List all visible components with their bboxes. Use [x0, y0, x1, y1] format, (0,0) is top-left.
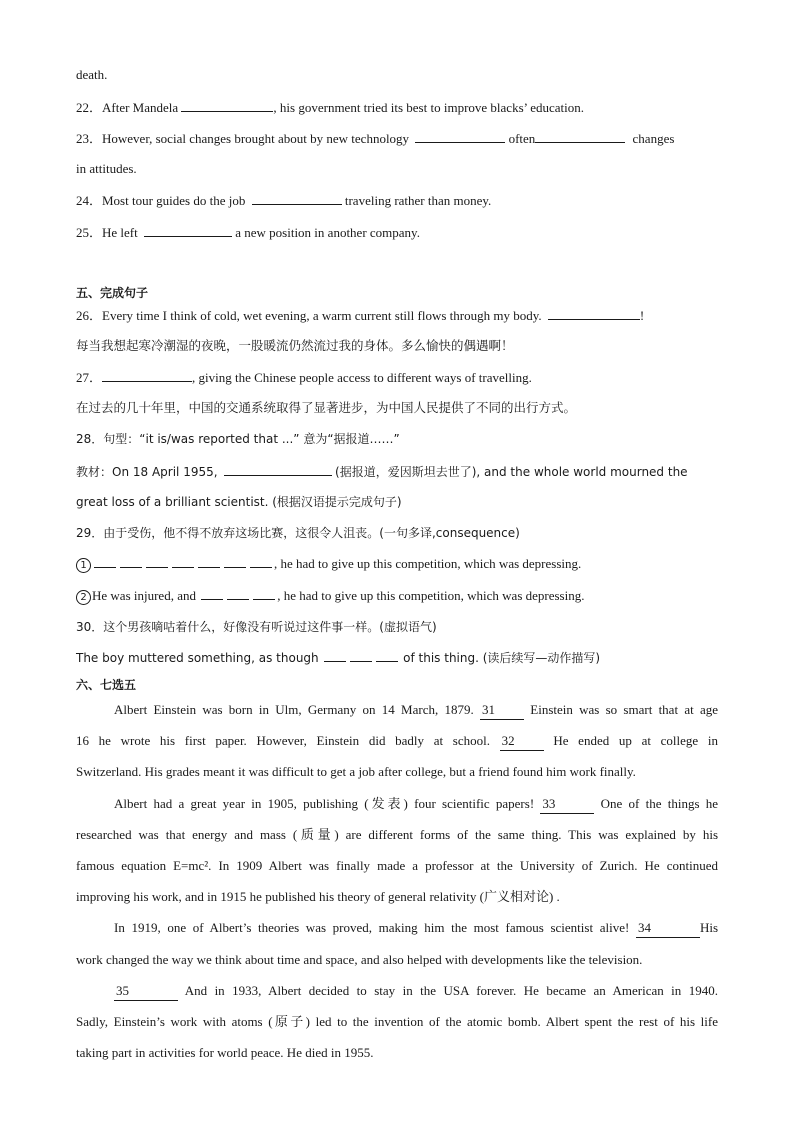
p2-text-5: improving his work, and in 1915 he published his theory of general relativity (广义相对论) .: [76, 889, 560, 904]
blank-34[interactable]: 34: [636, 919, 700, 938]
q23-answer-blank-2[interactable]: [535, 129, 625, 143]
q22-text-start: 22．After Mandela: [76, 100, 179, 115]
passage-p3-line-1: [76, 919, 718, 938]
q29-blank-4[interactable]: [172, 555, 194, 568]
question-27-chinese: [76, 399, 718, 417]
q27-chinese-text: 在过去的几十年里，中国的交通系统取得了显著进步，为中国人民提供了不同的出行方式。: [76, 400, 577, 415]
q30-prompt: 30．这个男孩嘀咕着什么，好像没有听说过这件事一样。(虚拟语气): [76, 620, 437, 634]
p2-text-2: One of the things he: [600, 796, 719, 811]
section-6-heading: [76, 676, 718, 694]
line-death: [76, 66, 718, 84]
question-24: [76, 191, 718, 210]
q29-prompt: 29．由于受伤，他不得不放弃这场比赛，这很令人沮丧。(一句多译,consequence): [76, 526, 520, 540]
q27-text: , giving the Chinese people access to different ways of travelling.: [192, 370, 532, 385]
p1-text-3: 16 he wrote his first paper. However, Einstein did badly at school.: [76, 733, 490, 748]
q25-text-start: 25．He left: [76, 225, 138, 240]
q28-text-cont: great loss of a brilliant scientist. (根据汉语提示完成句子): [76, 495, 402, 509]
p4-indent: [76, 983, 114, 998]
q22-text-end: , his government tried its best to improve blacks’ education.: [273, 100, 585, 115]
question-25: [76, 223, 718, 242]
p1-text-4: He ended up at college in: [553, 733, 718, 748]
question-30: [76, 618, 718, 636]
passage-p2-line-4: [76, 888, 718, 906]
blank-35[interactable]: 35: [114, 982, 178, 1001]
q27-answer-blank[interactable]: [102, 368, 192, 382]
blank-31[interactable]: 31: [480, 701, 524, 720]
p2-text-3: researched was that energy and mass (质量) are different forms of the same thing. This was explained by his: [76, 827, 718, 842]
q26-chinese-text: 每当我想起寒冷潮湿的夜晚，一股暖流仍然流过我的身体。多么愉快的偶遇啊！: [76, 338, 514, 353]
passage-p2-line-1: [76, 795, 718, 814]
q26-answer-blank[interactable]: [548, 306, 640, 320]
q23-text-mid: often: [508, 131, 536, 146]
question-29: [76, 524, 718, 542]
q23-answer-blank-1[interactable]: [415, 129, 505, 143]
option-marker-2: 2: [76, 590, 91, 605]
q30-text-end: of this thing. (读后续写—动作描写): [403, 651, 601, 665]
passage-p4-line-2: [76, 1013, 718, 1031]
passage-p2-line-2: [76, 826, 718, 844]
q28-answer-blank[interactable]: [224, 462, 332, 476]
q28-prompt: 28．句型：“it is/was reported that ...” 意为“据报道……”: [76, 432, 400, 446]
section-6-title: 六、七选五: [76, 678, 137, 692]
q29-option-2-end: , he had to give up this competition, which was depressing.: [277, 588, 585, 603]
passage-p1-line-3: [76, 763, 718, 781]
p3-text-3: work changed the way we think about time and space, and also helped with developments like the television.: [76, 952, 643, 967]
passage-p4-line-3: [76, 1044, 718, 1062]
q29-blank-7[interactable]: [250, 555, 272, 568]
q29-blank-5[interactable]: [198, 555, 220, 568]
q29-blank-1[interactable]: [94, 555, 116, 568]
q30-blank-1[interactable]: [324, 649, 346, 662]
question-29-option-1: [76, 555, 718, 573]
q24-text-end: traveling rather than money.: [344, 193, 492, 208]
p4-text-2: Sadly, Einstein’s work with atoms (原子) led to the invention of the atomic bomb. Albert spent the rest of his life: [76, 1014, 718, 1029]
passage-p4-line-1: [76, 982, 718, 1001]
q28-text-end: (据报道，爱因斯坦去世了), and the whole world mourned the: [335, 465, 688, 479]
q26-text: 26．Every time I think of cold, wet evening, a warm current still flows through my body.: [76, 308, 542, 323]
question-30-sentence: [76, 649, 718, 667]
question-28-sentence: [76, 462, 718, 481]
q28-text-start: 教材：On 18 April 1955,: [76, 465, 218, 479]
q23-text-cont: in attitudes.: [76, 161, 137, 176]
blank-32[interactable]: 32: [500, 732, 544, 751]
q29-option-1-text: , he had to give up this competition, which was depressing.: [274, 556, 582, 571]
passage-p2-line-3: [76, 857, 718, 875]
q24-text-start: 24．Most tour guides do the job: [76, 193, 246, 208]
q27-number: 27．: [76, 370, 103, 385]
question-28-cont: [76, 493, 718, 511]
p4-text-1: And in 1933, Albert decided to stay in the USA forever. He became an American in 1940.: [184, 983, 718, 998]
passage-p3-line-2: [76, 951, 718, 969]
p1-text-2: Einstein was so smart that at age: [530, 702, 719, 717]
question-28: [76, 430, 718, 448]
q30-blank-2[interactable]: [350, 649, 372, 662]
passage-p1-line-2: [76, 732, 718, 751]
p3-text-1: In 1919, one of Albert’s theories was proved, making him the most famous scientist alive!: [114, 920, 630, 935]
section-5-heading: [76, 284, 718, 302]
p1-text-1: Albert Einstein was born in Ulm, Germany on 14 March, 1879.: [114, 702, 474, 717]
q23-text-end: changes: [632, 131, 675, 146]
question-26: [76, 306, 718, 325]
question-23: [76, 129, 718, 148]
q29-option-2-start: He was injured, and: [92, 588, 196, 603]
question-23-cont: [76, 160, 718, 178]
p4-text-3: taking part in activities for world peace. He died in 1955.: [76, 1045, 374, 1060]
option-marker-1: 1: [76, 558, 91, 573]
q25-answer-blank[interactable]: [144, 223, 232, 237]
p1-text-5: Switzerland. His grades meant it was difficult to get a job after college, but a friend found him work finally.: [76, 764, 636, 779]
q30-blank-3[interactable]: [376, 649, 398, 662]
question-26-chinese: [76, 337, 718, 355]
p2-text-4: famous equation E=mc². In 1909 Albert was finally made a professor at the University of Zurich. He continued: [76, 858, 718, 873]
p2-text-1: Albert had a great year in 1905, publishing (发表) four scientific papers!: [114, 796, 535, 811]
passage-p1-line-1: [76, 701, 718, 720]
question-22: [76, 98, 718, 117]
q22-answer-blank[interactable]: [181, 98, 273, 112]
q29-blank-2[interactable]: [120, 555, 142, 568]
blank-33[interactable]: 33: [540, 795, 594, 814]
section-5-title: 五、完成句子: [76, 286, 149, 300]
q30-text-start: The boy muttered something, as though: [76, 651, 319, 665]
question-29-option-2: [76, 587, 718, 605]
q29-blank-8[interactable]: [201, 587, 223, 600]
question-27: [76, 368, 718, 387]
q29-blank-6[interactable]: [224, 555, 246, 568]
q24-answer-blank[interactable]: [252, 191, 342, 205]
q29-blank-3[interactable]: [146, 555, 168, 568]
q29-blank-9[interactable]: [227, 587, 249, 600]
q29-blank-10[interactable]: [253, 587, 275, 600]
p3-text-2: His: [699, 920, 718, 935]
q23-text-start: 23．However, social changes brought about by new technology: [76, 131, 410, 146]
continuation-text: death.: [76, 67, 108, 82]
q25-text-end: a new position in another company.: [235, 225, 420, 240]
q26-exclaim: !: [639, 308, 645, 323]
